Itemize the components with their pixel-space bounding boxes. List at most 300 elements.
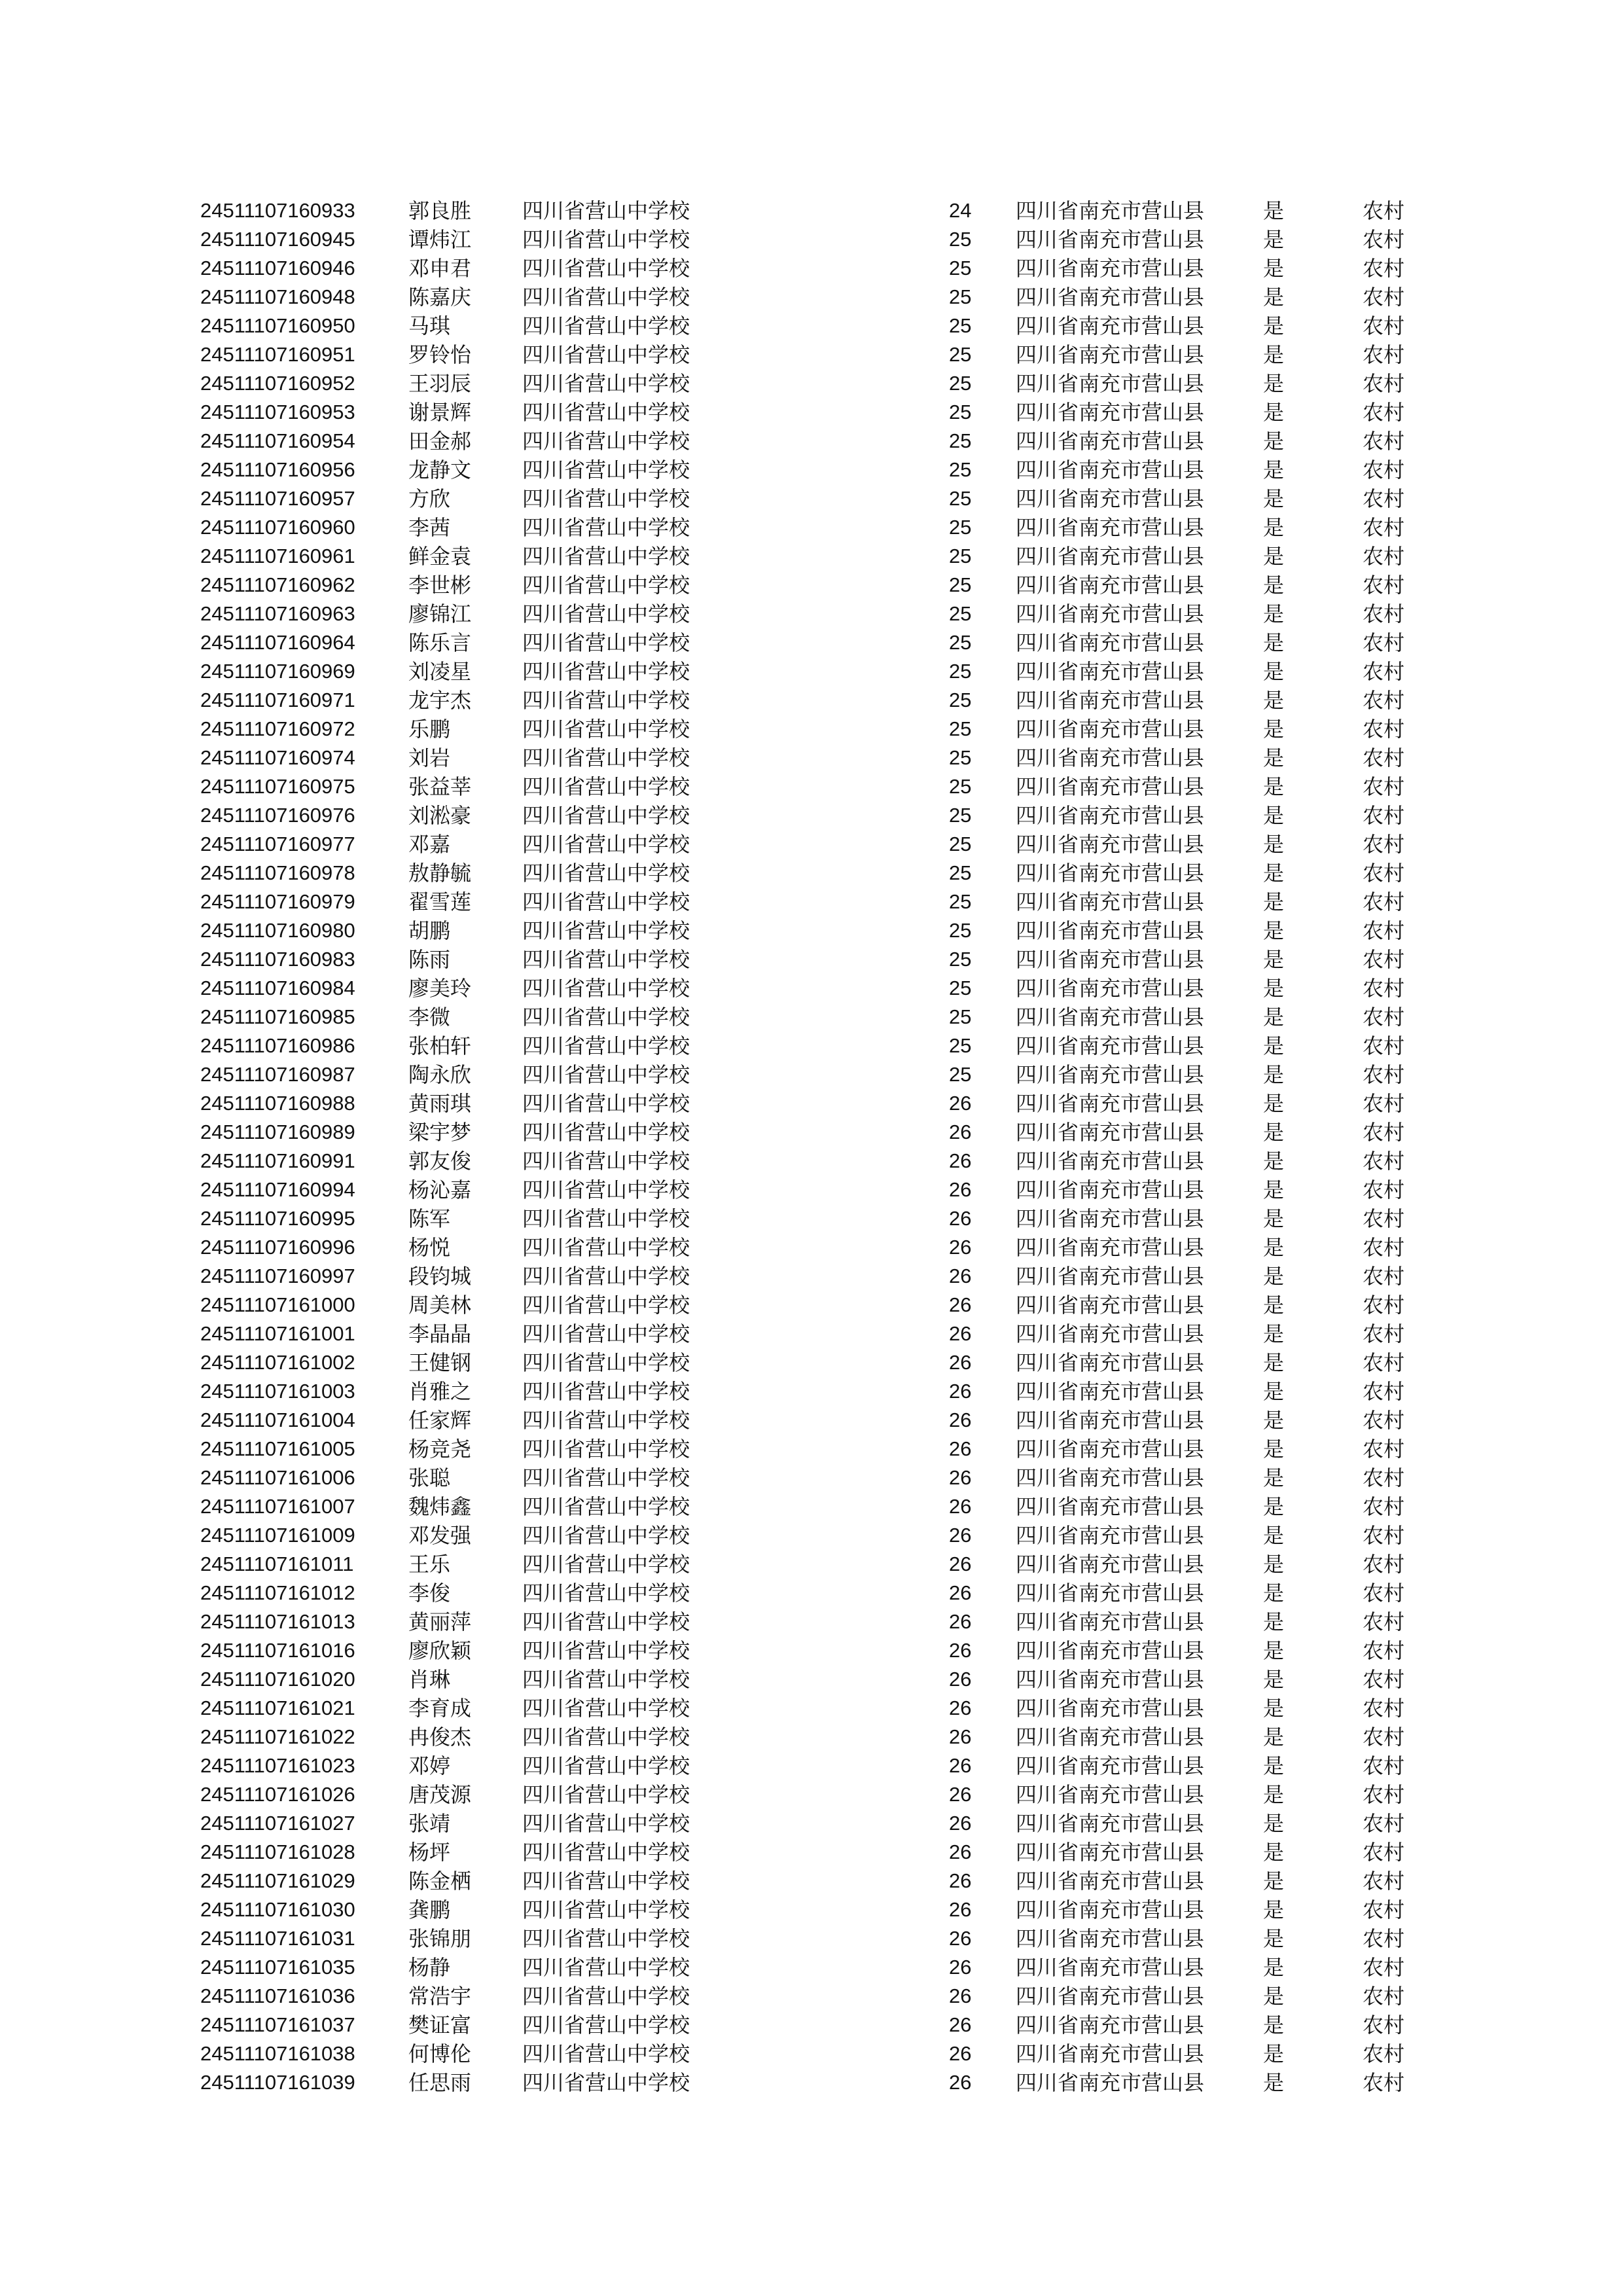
table-row [200, 916, 1444, 945]
name-cell: 肖琳 [408, 1667, 451, 1692]
area-cell: 农村 [1363, 371, 1405, 396]
name-cell: 邓嘉 [408, 832, 451, 857]
name-cell: 常浩宇 [408, 1984, 472, 2009]
flag-cell: 是 [1263, 1897, 1285, 1922]
age-cell: 26 [949, 1207, 972, 1230]
age-cell: 26 [949, 1610, 972, 1633]
table-row [200, 888, 1444, 916]
flag-cell: 是 [1263, 918, 1285, 943]
flag-cell: 是 [1263, 1840, 1285, 1865]
area-cell: 农村 [1363, 1465, 1405, 1490]
school-cell: 四川省营山中学校 [522, 774, 690, 799]
age-cell: 25 [949, 890, 972, 913]
name-cell: 廖锦江 [408, 601, 472, 626]
school-cell: 四川省营山中学校 [522, 486, 690, 511]
name-cell: 方欣 [408, 486, 451, 511]
table-row [200, 1838, 1444, 1867]
school-cell: 四川省营山中学校 [522, 1753, 690, 1778]
flag-cell: 是 [1263, 717, 1285, 742]
area-cell: 农村 [1363, 601, 1405, 626]
name-cell: 刘凌星 [408, 659, 472, 684]
age-cell: 26 [949, 1898, 972, 1921]
flag-cell: 是 [1263, 889, 1285, 914]
school-cell: 四川省营山中学校 [522, 1897, 690, 1922]
age-cell: 25 [949, 314, 972, 337]
age-cell: 25 [949, 660, 972, 683]
school-cell: 四川省营山中学校 [522, 1609, 690, 1634]
exam-id-cell: 24511107161037 [200, 2013, 355, 2036]
area-cell: 农村 [1363, 947, 1405, 972]
flag-cell: 是 [1263, 1005, 1285, 1030]
exam-id-cell: 24511107160983 [200, 948, 355, 971]
area-cell: 农村 [1363, 889, 1405, 914]
exam-id-cell: 24511107161013 [200, 1610, 355, 1633]
flag-cell: 是 [1263, 1494, 1285, 1519]
address-cell: 四川省南充市营山县 [1016, 1350, 1205, 1375]
name-cell: 张锦朋 [408, 1926, 472, 1951]
flag-cell: 是 [1263, 861, 1285, 886]
age-cell: 26 [949, 2071, 972, 2094]
area-cell: 农村 [1363, 515, 1405, 540]
school-cell: 四川省营山中学校 [522, 544, 690, 569]
address-cell: 四川省南充市营山县 [1016, 1581, 1205, 1605]
age-cell: 26 [949, 1668, 972, 1691]
school-cell: 四川省营山中学校 [522, 659, 690, 684]
address-cell: 四川省南充市营山县 [1016, 1062, 1205, 1087]
name-cell: 樊证富 [408, 2013, 472, 2037]
area-cell: 农村 [1363, 688, 1405, 713]
table-row [200, 254, 1444, 283]
age-cell: 25 [949, 458, 972, 481]
area-cell: 农村 [1363, 803, 1405, 828]
table-row [200, 1521, 1444, 1550]
exam-id-cell: 24511107161012 [200, 1581, 355, 1604]
school-cell: 四川省营山中学校 [522, 1235, 690, 1260]
table-row [200, 1118, 1444, 1147]
address-cell: 四川省南充市营山县 [1016, 1206, 1205, 1231]
table-row [200, 1492, 1444, 1521]
flag-cell: 是 [1263, 2070, 1285, 2095]
age-cell: 25 [949, 977, 972, 999]
exam-id-cell: 24511107160977 [200, 833, 355, 855]
exam-id-cell: 24511107161006 [200, 1466, 355, 1489]
name-cell: 刘淞豪 [408, 803, 472, 828]
age-cell: 26 [949, 1092, 972, 1115]
address-cell: 四川省南充市营山县 [1016, 1811, 1205, 1836]
area-cell: 农村 [1363, 745, 1405, 770]
flag-cell: 是 [1263, 630, 1285, 655]
age-cell: 25 [949, 717, 972, 740]
flag-cell: 是 [1263, 1869, 1285, 1893]
name-cell: 田金郝 [408, 429, 472, 454]
area-cell: 农村 [1363, 486, 1405, 511]
name-cell: 王健钢 [408, 1350, 472, 1375]
name-cell: 梁宇梦 [408, 1120, 472, 1145]
flag-cell: 是 [1263, 1926, 1285, 1951]
name-cell: 李晶晶 [408, 1321, 472, 1346]
school-cell: 四川省营山中学校 [522, 1321, 690, 1346]
table-row [200, 1463, 1444, 1492]
address-cell: 四川省南充市营山县 [1016, 947, 1205, 972]
exam-id-cell: 24511107160956 [200, 458, 355, 481]
exam-id-cell: 24511107160946 [200, 257, 355, 279]
address-cell: 四川省南充市营山县 [1016, 630, 1205, 655]
area-cell: 农村 [1363, 1321, 1405, 1346]
table-row [200, 513, 1444, 542]
exam-id-cell: 24511107161028 [200, 1840, 355, 1863]
address-cell: 四川省南充市营山县 [1016, 861, 1205, 886]
school-cell: 四川省营山中学校 [522, 1840, 690, 1865]
name-cell: 段钧城 [408, 1264, 472, 1289]
area-cell: 农村 [1363, 1293, 1405, 1318]
area-cell: 农村 [1363, 2041, 1405, 2066]
school-cell: 四川省营山中学校 [522, 1955, 690, 1980]
school-cell: 四川省营山中学校 [522, 198, 690, 223]
flag-cell: 是 [1263, 573, 1285, 598]
name-cell: 张靖 [408, 1811, 451, 1836]
name-cell: 邓申君 [408, 256, 472, 281]
age-cell: 25 [949, 429, 972, 452]
table-row [200, 1665, 1444, 1694]
flag-cell: 是 [1263, 1206, 1285, 1231]
table-row [200, 744, 1444, 772]
age-cell: 26 [949, 1696, 972, 1719]
exam-id-cell: 24511107161016 [200, 1639, 355, 1662]
school-cell: 四川省营山中学校 [522, 400, 690, 425]
table-row [200, 1924, 1444, 1953]
address-cell: 四川省南充市营山县 [1016, 1235, 1205, 1260]
address-cell: 四川省南充市营山县 [1016, 1408, 1205, 1433]
flag-cell: 是 [1263, 1235, 1285, 1260]
name-cell: 邓发强 [408, 1523, 472, 1548]
address-cell: 四川省南充市营山县 [1016, 1177, 1205, 1202]
address-cell: 四川省南充市营山县 [1016, 198, 1205, 223]
address-cell: 四川省南充市营山县 [1016, 544, 1205, 569]
exam-id-cell: 24511107161035 [200, 1956, 355, 1979]
table-row [200, 2039, 1444, 2068]
name-cell: 张益莘 [408, 774, 472, 799]
name-cell: 李世彬 [408, 573, 472, 598]
address-cell: 四川省南充市营山县 [1016, 774, 1205, 799]
table-row [200, 1175, 1444, 1204]
age-cell: 26 [949, 1495, 972, 1518]
school-cell: 四川省营山中学校 [522, 1437, 690, 1462]
address-cell: 四川省南充市营山县 [1016, 2041, 1205, 2066]
area-cell: 农村 [1363, 1609, 1405, 1634]
area-cell: 农村 [1363, 1725, 1405, 1749]
school-cell: 四川省营山中学校 [522, 976, 690, 1001]
address-cell: 四川省南充市营山县 [1016, 918, 1205, 943]
age-cell: 26 [949, 1437, 972, 1460]
flag-cell: 是 [1263, 1725, 1285, 1749]
school-cell: 四川省营山中学校 [522, 601, 690, 626]
area-cell: 农村 [1363, 1696, 1405, 1721]
exam-id-cell: 24511107160975 [200, 775, 355, 798]
table-row [200, 945, 1444, 974]
age-cell: 26 [949, 1265, 972, 1287]
name-cell: 廖欣颖 [408, 1638, 472, 1663]
area-cell: 农村 [1363, 1667, 1405, 1692]
age-cell: 26 [949, 1466, 972, 1489]
school-cell: 四川省营山中学校 [522, 2041, 690, 2066]
address-cell: 四川省南充市营山县 [1016, 1494, 1205, 1519]
area-cell: 农村 [1363, 256, 1405, 281]
table-row [200, 340, 1444, 369]
address-cell: 四川省南充市营山县 [1016, 1926, 1205, 1951]
age-cell: 25 [949, 775, 972, 798]
age-cell: 26 [949, 1725, 972, 1748]
name-cell: 陈乐言 [408, 630, 472, 655]
school-cell: 四川省营山中学校 [522, 2070, 690, 2095]
flag-cell: 是 [1263, 1984, 1285, 2009]
table-row [200, 801, 1444, 830]
area-cell: 农村 [1363, 774, 1405, 799]
address-cell: 四川省南充市营山县 [1016, 1782, 1205, 1807]
flag-cell: 是 [1263, 544, 1285, 569]
flag-cell: 是 [1263, 1408, 1285, 1433]
name-cell: 陈金栖 [408, 1869, 472, 1893]
exam-id-cell: 24511107161004 [200, 1408, 355, 1431]
school-cell: 四川省营山中学校 [522, 1926, 690, 1951]
flag-cell: 是 [1263, 2041, 1285, 2066]
age-cell: 24 [949, 199, 972, 222]
age-cell: 26 [949, 1149, 972, 1172]
exam-id-cell: 24511107160963 [200, 602, 355, 625]
school-cell: 四川省营山中学校 [522, 1379, 690, 1404]
flag-cell: 是 [1263, 1667, 1285, 1692]
flag-cell: 是 [1263, 1696, 1285, 1721]
area-cell: 农村 [1363, 1206, 1405, 1231]
age-cell: 26 [949, 1380, 972, 1403]
table-row [200, 628, 1444, 657]
age-cell: 25 [949, 285, 972, 308]
table-row [200, 1550, 1444, 1579]
exam-id-cell: 24511107160997 [200, 1265, 355, 1287]
area-cell: 农村 [1363, 832, 1405, 857]
area-cell: 农村 [1363, 1005, 1405, 1030]
name-cell: 李微 [408, 1005, 451, 1030]
area-cell: 农村 [1363, 717, 1405, 742]
exam-id-cell: 24511107161005 [200, 1437, 355, 1460]
flag-cell: 是 [1263, 1523, 1285, 1548]
school-cell: 四川省营山中学校 [522, 1264, 690, 1289]
exam-id-cell: 24511107161026 [200, 1783, 355, 1806]
age-cell: 25 [949, 573, 972, 596]
flag-cell: 是 [1263, 285, 1285, 310]
name-cell: 敖静毓 [408, 861, 472, 886]
area-cell: 农村 [1363, 457, 1405, 482]
flag-cell: 是 [1263, 976, 1285, 1001]
area-cell: 农村 [1363, 1350, 1405, 1375]
age-cell: 25 [949, 228, 972, 251]
area-cell: 农村 [1363, 1811, 1405, 1836]
school-cell: 四川省营山中学校 [522, 1350, 690, 1375]
table-row [200, 427, 1444, 456]
exam-id-cell: 24511107160994 [200, 1178, 355, 1201]
school-cell: 四川省营山中学校 [522, 1062, 690, 1087]
exam-id-cell: 24511107160951 [200, 343, 355, 366]
exam-id-cell: 24511107160978 [200, 861, 355, 884]
school-cell: 四川省营山中学校 [522, 1638, 690, 1663]
name-cell: 杨沁嘉 [408, 1177, 472, 1202]
table-row [200, 715, 1444, 744]
flag-cell: 是 [1263, 1264, 1285, 1289]
name-cell: 陈嘉庆 [408, 285, 472, 310]
exam-id-cell: 24511107161009 [200, 1524, 355, 1547]
school-cell: 四川省营山中学校 [522, 1033, 690, 1058]
flag-cell: 是 [1263, 314, 1285, 338]
table-row [200, 1204, 1444, 1233]
address-cell: 四川省南充市营山县 [1016, 1437, 1205, 1462]
area-cell: 农村 [1363, 1581, 1405, 1605]
age-cell: 26 [949, 1322, 972, 1345]
name-cell: 龙静文 [408, 457, 472, 482]
address-cell: 四川省南充市营山县 [1016, 688, 1205, 713]
table-row [200, 1060, 1444, 1089]
area-cell: 农村 [1363, 227, 1405, 252]
name-cell: 王羽辰 [408, 371, 472, 396]
exam-id-cell: 24511107160972 [200, 717, 355, 740]
address-cell: 四川省南充市营山县 [1016, 285, 1205, 310]
name-cell: 邓婷 [408, 1753, 451, 1778]
table-row [200, 1751, 1444, 1780]
address-cell: 四川省南充市营山县 [1016, 2013, 1205, 2037]
age-cell: 26 [949, 1956, 972, 1979]
name-cell: 张聪 [408, 1465, 451, 1490]
address-cell: 四川省南充市营山县 [1016, 1897, 1205, 1922]
school-cell: 四川省营山中学校 [522, 1177, 690, 1202]
exam-id-cell: 24511107161039 [200, 2071, 355, 2094]
age-cell: 26 [949, 1840, 972, 1863]
address-cell: 四川省南充市营山县 [1016, 659, 1205, 684]
exam-id-cell: 24511107161011 [200, 1552, 354, 1575]
flag-cell: 是 [1263, 745, 1285, 770]
age-cell: 25 [949, 861, 972, 884]
area-cell: 农村 [1363, 1840, 1405, 1865]
flag-cell: 是 [1263, 1609, 1285, 1634]
school-cell: 四川省营山中学校 [522, 1984, 690, 2009]
age-cell: 26 [949, 1552, 972, 1575]
address-cell: 四川省南充市营山县 [1016, 1840, 1205, 1865]
age-cell: 26 [949, 1783, 972, 1806]
age-cell: 25 [949, 401, 972, 423]
address-cell: 四川省南充市营山县 [1016, 1984, 1205, 2009]
school-cell: 四川省营山中学校 [522, 1667, 690, 1692]
table-row [200, 1348, 1444, 1377]
exam-id-cell: 24511107161030 [200, 1898, 355, 1921]
table-row [200, 484, 1444, 513]
area-cell: 农村 [1363, 285, 1405, 310]
table-row [200, 2068, 1444, 2097]
school-cell: 四川省营山中学校 [522, 457, 690, 482]
exam-id-cell: 24511107160971 [200, 689, 355, 711]
flag-cell: 是 [1263, 371, 1285, 396]
flag-cell: 是 [1263, 1581, 1285, 1605]
age-cell: 25 [949, 833, 972, 855]
area-cell: 农村 [1363, 1869, 1405, 1893]
exam-id-cell: 24511107160964 [200, 631, 355, 654]
table-row [200, 1262, 1444, 1291]
age-cell: 25 [949, 948, 972, 971]
school-cell: 四川省营山中学校 [522, 1725, 690, 1749]
address-cell: 四川省南充市营山县 [1016, 371, 1205, 396]
exam-id-cell: 24511107161020 [200, 1668, 355, 1691]
flag-cell: 是 [1263, 515, 1285, 540]
area-cell: 农村 [1363, 1753, 1405, 1778]
school-cell: 四川省营山中学校 [522, 947, 690, 972]
table-row [200, 1406, 1444, 1435]
exam-id-cell: 24511107161029 [200, 1869, 355, 1892]
school-cell: 四川省营山中学校 [522, 889, 690, 914]
flag-cell: 是 [1263, 1955, 1285, 1980]
address-cell: 四川省南充市营山县 [1016, 1753, 1205, 1778]
exam-id-cell: 24511107160988 [200, 1092, 355, 1115]
school-cell: 四川省营山中学校 [522, 1149, 690, 1174]
table-row [200, 1003, 1444, 1031]
name-cell: 鲜金袁 [408, 544, 472, 569]
table-row [200, 225, 1444, 254]
address-cell: 四川省南充市营山县 [1016, 486, 1205, 511]
name-cell: 肖雅之 [408, 1379, 472, 1404]
school-cell: 四川省营山中学校 [522, 573, 690, 598]
flag-cell: 是 [1263, 947, 1285, 972]
table-row [200, 312, 1444, 340]
area-cell: 农村 [1363, 1437, 1405, 1462]
flag-cell: 是 [1263, 601, 1285, 626]
area-cell: 农村 [1363, 1926, 1405, 1951]
name-cell: 谭炜江 [408, 227, 472, 252]
address-cell: 四川省南充市营山县 [1016, 1005, 1205, 1030]
area-cell: 农村 [1363, 1379, 1405, 1404]
name-cell: 廖美玲 [408, 976, 472, 1001]
age-cell: 25 [949, 602, 972, 625]
age-cell: 25 [949, 487, 972, 510]
exam-id-cell: 24511107161023 [200, 1754, 355, 1777]
exam-id-cell: 24511107160985 [200, 1005, 355, 1028]
exam-id-cell: 24511107161003 [200, 1380, 355, 1403]
flag-cell: 是 [1263, 1293, 1285, 1318]
area-cell: 农村 [1363, 630, 1405, 655]
name-cell: 唐茂源 [408, 1782, 472, 1807]
exam-id-cell: 24511107160933 [200, 199, 355, 222]
school-cell: 四川省营山中学校 [522, 342, 690, 367]
address-cell: 四川省南充市营山县 [1016, 1091, 1205, 1116]
exam-id-cell: 24511107161001 [200, 1322, 355, 1345]
table-row [200, 686, 1444, 715]
name-cell: 郭友俊 [408, 1149, 472, 1174]
table-row [200, 1031, 1444, 1060]
address-cell: 四川省南充市营山县 [1016, 1725, 1205, 1749]
table-row [200, 283, 1444, 312]
area-cell: 农村 [1363, 1523, 1405, 1548]
exam-id-cell: 24511107160954 [200, 429, 355, 452]
exam-id-cell: 24511107160974 [200, 746, 355, 769]
name-cell: 陈雨 [408, 947, 451, 972]
address-cell: 四川省南充市营山县 [1016, 400, 1205, 425]
age-cell: 26 [949, 1293, 972, 1316]
exam-id-cell: 24511107160961 [200, 545, 355, 567]
name-cell: 杨静 [408, 1955, 451, 1980]
exam-id-cell: 24511107160991 [200, 1149, 355, 1172]
table-row [200, 1435, 1444, 1463]
table-row [200, 1636, 1444, 1665]
age-cell: 26 [949, 1754, 972, 1777]
name-cell: 任家辉 [408, 1408, 472, 1433]
address-cell: 四川省南充市营山县 [1016, 457, 1205, 482]
exam-id-cell: 24511107161022 [200, 1725, 355, 1748]
name-cell: 李育成 [408, 1696, 472, 1721]
flag-cell: 是 [1263, 803, 1285, 828]
